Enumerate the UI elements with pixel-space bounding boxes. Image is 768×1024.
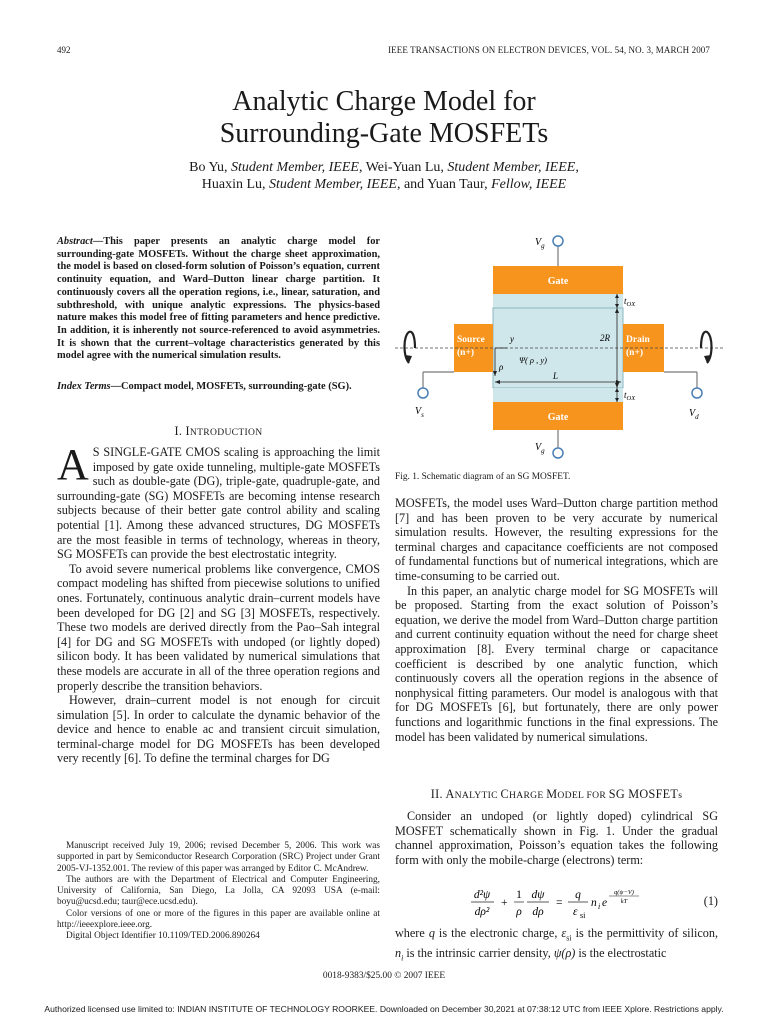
vs-label: $V_s$: [415, 406, 424, 419]
svg-text:=: =: [556, 897, 563, 909]
svg-text:e: e: [602, 897, 608, 909]
svg-text:i: i: [598, 902, 601, 911]
svg-text:q(ψ−V): q(ψ−V): [614, 889, 634, 896]
section-heading-model: II. ANALYTIC CHARGE MODEL FOR SG MOSFETs: [430, 787, 683, 801]
author-role: Fellow, IEEE: [491, 177, 567, 192]
author-role: Student Member, IEEE: [231, 160, 359, 175]
paragraph: where q is the electronic charge, $\varepsilon_{si}$ is the permittivity of silicon, $n_i$ is the intrinsic carrier density, ψ(ρ) is the electrostatic: [395, 926, 718, 963]
svg-text:kT: kT: [620, 898, 628, 905]
paragraph: In this paper, an analytic charge model for SG MOSFETs will be proposed. Starting from the exact solution of Poisson’s equation, we derive the model from Ward–Dutton charge partition and current continuity equation without the need for charge sheet approximation [8]. Every terminal charge or capacitance coefficient is described by one analytic function, which continuously covers all the operation regions in the absence of nonphysical fitting parameters. Our model is analogous with that for DG MOSFETs [6], but fortunately, there are only power functions and logarithmic functions in the final expressions. The model has been validated by numerical simulations.: [395, 583, 718, 744]
footnote-color: Color versions of one or more of the figures in this paper are available online at http://ieeexplore.ieee.org.: [57, 908, 380, 931]
gate-terminal-top: [553, 236, 563, 246]
figure-sg-mosfet: [395, 228, 725, 463]
figure-caption: Fig. 1. Schematic diagram of an SG MOSFET.: [395, 472, 571, 482]
paragraph: To avoid severe numerical problems like convergence, CMOS compact modeling has shifted from piecewise solutions to unified ones. Fortunately, continuous analytic drain–current models have been developed for DG [2] and SG [3] MOSFETs, respectively. These two models are derived directly from the Pao–Sah integral [4] for DG and SG MOSFETs with undoped (or lightly doped) silicon body. It has been validated by numerical simulations that these models are accurate in all of the three operation regions and properly describe the transition behaviors.: [57, 561, 380, 693]
equation-poisson: [395, 884, 718, 924]
tox-top-label: $t_{OX}$: [624, 296, 636, 308]
paragraph: Consider an undoped (or lightly doped) cylindrical SG MOSFET schematically shown in Fig. 1. Under the gradual channel approximation, Poisson’s equation takes the following form with only the mobile-charge (electrons) term:: [395, 809, 718, 867]
svg-text:1: 1: [516, 889, 522, 901]
vg-bottom-label: $V_g$: [535, 442, 545, 455]
drain-label: Drain: [626, 335, 650, 345]
paragraph: MOSFETs, the model uses Ward–Dutton charge partition method [7] and has been proven to be very accurate by numerical simulation results. However, the resulting expressions for the terminal charges and capacitance coefficients are not composed of fundamental functions but of numerical integrations, which are time-consuming to be carried out.: [395, 496, 718, 583]
abstract-lead: Abstract: [57, 236, 93, 247]
gate-terminal-bottom: [553, 448, 563, 458]
length-label: L: [553, 371, 559, 381]
paper-title: [0, 86, 768, 150]
rotation-arrow-right: [701, 332, 712, 363]
author-role: Student Member, IEEE: [269, 177, 397, 192]
svg-text:dρ²: dρ²: [474, 906, 490, 918]
license-notice: Authorized licensed use limited to: INDIAN INSTITUTE OF TECHNOLOGY ROORKEE. Downloaded on December 30,2021 at 07:38:12 UTC from IEEE Xplore. Restrictions apply.: [44, 1004, 724, 1014]
author-name: Bo Yu: [189, 160, 225, 175]
footnote: [57, 841, 380, 943]
oxide-top: [493, 294, 623, 308]
title-line-2: Surrounding-Gate MOSFETs: [219, 118, 549, 149]
source-label: Source: [457, 335, 485, 345]
post-equation-text: [395, 926, 718, 966]
abstract: [57, 236, 380, 363]
index-terms-text: —Compact model, MOSFETs, surrounding-gate (SG).: [110, 381, 352, 392]
author-role: Student Member, IEEE: [447, 160, 576, 175]
vg-top-label: $V_g$: [535, 237, 545, 250]
right-column-body: [395, 496, 718, 744]
equation-number: (1): [703, 894, 718, 908]
index-terms-lead: Index Terms: [57, 381, 111, 392]
author-list: Bo Yu, Student Member, IEEE, Wei-Yuan Lu, Student Member, IEEE, Huaxin Lu, Student Member, IEEE, and Yuan Taur, Fellow, IEEE: [189, 160, 579, 192]
rotation-arrow-left: [405, 332, 416, 363]
svg-text:dψ: dψ: [531, 889, 545, 901]
gate-bottom-label: Gate: [547, 412, 569, 423]
potential-label: Ψ( ρ , y): [519, 355, 547, 365]
paragraph: A S SINGLE-GATE CMOS scaling is approaching the limit imposed by gate oxide tunneling, multiple-gate MOSFETs such as double-gate (DG), triple-gate, quadruple-gate, and surrounding-gate (SG) MOSFETs are becoming intense research subjects because of their better gate control ability and scaling potential [1]. Among these advanced structures, DG MOSFETs are the most feasible in terms of technology, whereas in theory, SG MOSFETs can provide the best electrostatic integrity.: [57, 440, 380, 562]
diameter-label: 2R: [600, 333, 610, 343]
author-name: Yuan Taur: [427, 177, 485, 192]
svg-text:d²ψ: d²ψ: [473, 889, 491, 901]
y-axis-label: y: [510, 334, 514, 344]
source-terminal: [418, 388, 428, 398]
drop-cap: A: [57, 440, 89, 489]
rho-axis-label: ρ: [499, 362, 504, 372]
gate-top-label: Gate: [547, 276, 569, 287]
svg-text:n: n: [591, 897, 597, 909]
abstract-text: —This paper presents an analytic charge model for surrounding-gate MOSFETs. Without the charge sheet approximation, the model is based on closed-form solution of Poisson’s equation, current continuity equation, and Ward–Dutton linear charge partition. It continuously covers all the operation regions, i.e., linear, saturation, and subthreshold, with unique analytic expressions. The physics-based nature makes this model free of fitting parameters and hence predictive. In addition, it is inherently not source-referenced to avoid asymmetries. It is shown that the current–voltage characteristics generated by this model agree with the numerical simulation results.: [57, 236, 380, 362]
index-terms: [57, 381, 380, 394]
author-name: Huaxin Lu: [201, 177, 263, 192]
equation-graphic: [395, 884, 718, 924]
author-name: Wei-Yuan Lu: [365, 160, 441, 175]
tox-bottom-label: $t_{OX}$: [624, 390, 636, 402]
title-line-1: Analytic Charge Model for: [232, 86, 536, 117]
svg-text:dρ: dρ: [532, 906, 544, 918]
svg-text:+: +: [501, 897, 508, 909]
section-heading-introduction: I. INTRODUCTION: [174, 424, 263, 438]
introduction-body: [57, 440, 380, 766]
svg-text:si: si: [580, 911, 586, 920]
svg-text:ε: ε: [573, 906, 578, 918]
copyright: 0018-9383/$25.00 © 2007 IEEE: [322, 971, 446, 981]
section-two-body: [395, 809, 718, 867]
svg-text:ρ: ρ: [516, 906, 522, 918]
journal-header: IEEE TRANSACTIONS ON ELECTRON DEVICES, VOL. 54, NO. 3, MARCH 2007: [388, 45, 710, 55]
footnote-manuscript: Manuscript received July 19, 2006; revised December 5, 2006. This work was supported in part by Semiconductor Research Corporation (SRC) Project under Grant 2005-VJ-1352.001. The review of this paper was arranged by Editor C. McAndrew.: [57, 841, 380, 874]
oxide-bottom: [493, 388, 623, 402]
vd-label: $V_d$: [689, 408, 699, 421]
footnote-affiliation: The authors are with the Department of Electrical and Computer Engineering, University of California, San Diego, La Jolla, CA 92093 USA (e-mail: boyu@ucsd.edu; taur@ece.ucsd.edu).: [57, 874, 380, 908]
paragraph: However, drain–current model is not enough for circuit simulation [5]. In order to calculate the dynamic behavior of the device and hence to enable ac and transient circuit simulation, terminal-charge model for DG MOSFETs has been developed very recently [6]. To define the terminal charges for DG: [57, 693, 380, 766]
footnote-doi: Digital Object Identifier 10.1109/TED.2006.890264: [66, 931, 260, 942]
drain-type-label: (n+): [626, 348, 644, 358]
drain-terminal: [692, 388, 702, 398]
mosfet-diagram: [395, 228, 725, 463]
source-type-label: (n+): [457, 348, 475, 358]
svg-text:q: q: [575, 889, 581, 901]
author-conjunction: and: [403, 177, 425, 192]
page-number: 492: [57, 45, 71, 55]
